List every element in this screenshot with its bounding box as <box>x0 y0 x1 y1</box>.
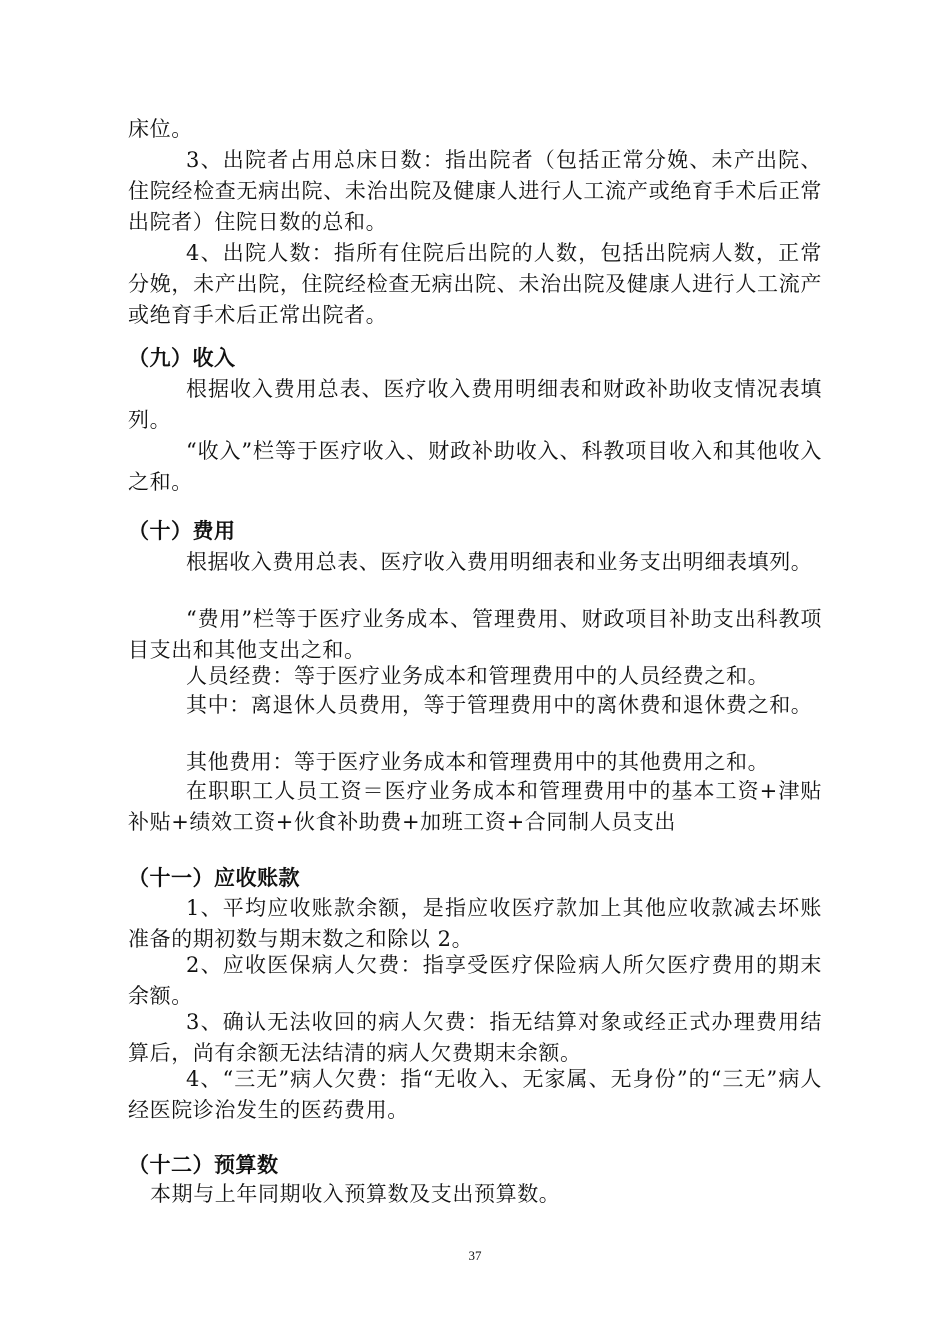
paragraph-three-no-patients: 4、“三无”病人欠费：指“无收入、无家属、无身份”的“三无”病人经医院诊治发生的医药费用。 <box>128 1067 822 1122</box>
paragraph-personnel-costs: 人员经费：等于医疗业务成本和管理费用中的人员经费之和。 <box>186 664 770 688</box>
paragraph-discharged-count: 4、出院人数：指所有住院后出院的人数，包括出院病人数，正常分娩，未产出院，住院经检查无病出院、未治出院及健康人进行人工流产或绝育手术后正常出院者。 <box>128 241 822 327</box>
paragraph-staff-wages: 在职职工人员工资＝医疗业务成本和管理费用中的基本工资+津贴补贴+绩效工资+伙食补助费+加班工资+合同制人员支出 <box>128 779 822 834</box>
heading-receivables: （十一）应收账款 <box>128 866 300 890</box>
paragraph-expenses-column: “费用”栏等于医疗业务成本、管理费用、财政项目补助支出科教项目支出和其他支出之和。 <box>128 607 822 662</box>
paragraph-retiree-costs: 其中：离退休人员费用，等于管理费用中的离休费和退休费之和。 <box>186 693 813 717</box>
paragraph-insured-patient-arrears: 2、应收医保病人欠费：指享受医疗保险病人所欠医疗费用的期末余额。 <box>128 953 822 1008</box>
paragraph-income-column: “收入”栏等于医疗收入、财政补助收入、科教项目收入和其他收入之和。 <box>128 439 822 494</box>
paragraph-uncollectible-arrears: 3、确认无法收回的病人欠费：指无结算对象或经正式办理费用结算后，尚有余额无法结清的病人欠费期末余额。 <box>128 1010 822 1065</box>
heading-income: （九）收入 <box>128 346 236 370</box>
paragraph-expenses-source: 根据收入费用总表、医疗收入费用明细表和业务支出明细表填列。 <box>186 550 813 574</box>
paragraph-budget: 本期与上年同期收入预算数及支出预算数。 <box>150 1182 561 1206</box>
paragraph-bed-continued: 床位。 <box>128 117 193 141</box>
heading-expenses: （十）费用 <box>128 519 236 543</box>
heading-budget: （十二）预算数 <box>128 1153 279 1177</box>
paragraph-other-costs: 其他费用：等于医疗业务成本和管理费用中的其他费用之和。 <box>186 750 770 774</box>
paragraph-discharged-bed-days: 3、出院者占用总床日数：指出院者（包括正常分娩、未产出院、住院经检查无病出院、未治出院及健康人进行人工流产或绝育手术后正常出院者）住院日数的总和。 <box>128 148 822 234</box>
paragraph-income-source: 根据收入费用总表、医疗收入费用明细表和财政补助收支情况表填列。 <box>128 377 822 432</box>
paragraph-average-receivables: 1、平均应收账款余额，是指应收医疗款加上其他应收款减去坏账准备的期初数与期末数之和除以 2。 <box>128 896 822 951</box>
page-number: 37 <box>468 1248 482 1263</box>
